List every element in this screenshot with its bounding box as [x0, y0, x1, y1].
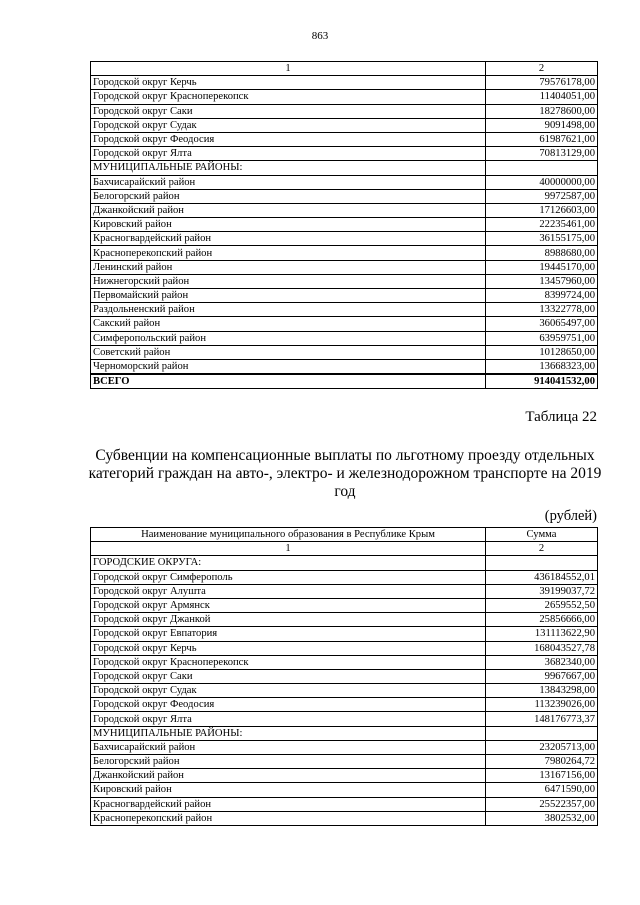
amount-value: 13167156,00 [486, 769, 598, 783]
amount-value: 436184552,01 [486, 570, 598, 584]
municipality-name: МУНИЦИПАЛЬНЫЕ РАЙОНЫ: [91, 161, 486, 175]
table-row [91, 232, 598, 246]
amount-value: 7980264,72 [486, 755, 598, 769]
column-number: 2 [486, 542, 598, 556]
amount-value: 79576178,00 [486, 76, 598, 90]
municipality-name: Городской округ Алушта [91, 584, 486, 598]
amount-value: 36155175,00 [486, 232, 598, 246]
municipality-name: Городской округ Судак [91, 118, 486, 132]
municipality-name: Черноморский район [91, 359, 486, 374]
table-row [91, 755, 598, 769]
municipality-name: Белогорский район [91, 189, 486, 203]
table-row [91, 570, 598, 584]
municipality-name: Джанкойский район [91, 203, 486, 217]
municipality-name: Городской округ Керчь [91, 641, 486, 655]
column-header-name: Наименование муниципального образования в Республике Крым [91, 528, 486, 542]
amount-value [486, 556, 598, 570]
amount-value: 3802532,00 [486, 811, 598, 825]
table-row [91, 811, 598, 825]
municipality-name: Городской округ Феодосия [91, 698, 486, 712]
amount-value: 6471590,00 [486, 783, 598, 797]
column-number-row [91, 62, 598, 76]
table-row [91, 189, 598, 203]
table-row [91, 90, 598, 104]
table-row [91, 769, 598, 783]
amount-value: 39199037,72 [486, 584, 598, 598]
table-row [91, 104, 598, 118]
municipality-name: Симферопольский район [91, 331, 486, 345]
municipality-name: МУНИЦИПАЛЬНЫЕ РАЙОНЫ: [91, 726, 486, 740]
transport-subvention-table [90, 527, 598, 826]
municipality-name: Городской округ Красноперекопск [91, 655, 486, 669]
amount-value [486, 726, 598, 740]
municipality-name: Городской округ Саки [91, 104, 486, 118]
amount-value: 8399724,00 [486, 289, 598, 303]
header-row [91, 528, 598, 542]
amount-value: 17126603,00 [486, 203, 598, 217]
amount-value: 25522357,00 [486, 797, 598, 811]
column-header-amount: Сумма [486, 528, 598, 542]
amount-value: 9967667,00 [486, 669, 598, 683]
amount-value: 63959751,00 [486, 331, 598, 345]
table-row [91, 556, 598, 570]
municipality-name: ГОРОДСКИЕ ОКРУГА: [91, 556, 486, 570]
column-number: 1 [91, 62, 486, 76]
table-row [91, 669, 598, 683]
municipality-name: Красногвардейский район [91, 797, 486, 811]
table-row [91, 359, 598, 374]
amount-value: 10128650,00 [486, 345, 598, 359]
column-number: 1 [91, 542, 486, 556]
amount-value: 148176773,37 [486, 712, 598, 726]
amount-value: 23205713,00 [486, 740, 598, 754]
table-row [91, 655, 598, 669]
municipality-name: Кировский район [91, 783, 486, 797]
table-label: Таблица 22 [525, 409, 597, 425]
municipality-name: Бахчисарайский район [91, 175, 486, 189]
table-row [91, 218, 598, 232]
table-row [91, 740, 598, 754]
municipality-name: Городской округ Евпатория [91, 627, 486, 641]
municipality-name: Городской округ Красноперекопск [91, 90, 486, 104]
municipality-name: Городской округ Джанкой [91, 613, 486, 627]
municipality-name: Раздольненский район [91, 303, 486, 317]
table-row [91, 641, 598, 655]
total-row [91, 374, 598, 389]
amount-value: 168043527,78 [486, 641, 598, 655]
table-row [91, 726, 598, 740]
table-row [91, 584, 598, 598]
table-row [91, 613, 598, 627]
table-row [91, 76, 598, 90]
municipality-name: Красногвардейский район [91, 232, 486, 246]
municipality-name: Красноперекопский район [91, 246, 486, 260]
amount-value [486, 161, 598, 175]
amount-value: 13843298,00 [486, 684, 598, 698]
amount-value: 13457960,00 [486, 274, 598, 288]
municipality-name: Городской округ Симферополь [91, 570, 486, 584]
total-label: ВСЕГО [91, 374, 486, 389]
table-row [91, 345, 598, 359]
table-row [91, 331, 598, 345]
table-row [91, 712, 598, 726]
amount-value: 8988680,00 [486, 246, 598, 260]
municipality-name: Городской округ Керчь [91, 76, 486, 90]
municipality-name: Белогорский район [91, 755, 486, 769]
table-title: Субвенции на компенсационные выплаты по льготному проезду отдельных категорий граждан на авто-, электро- и железнодорожном транспорте на 2019 год [88, 447, 602, 500]
amount-value: 25856666,00 [486, 613, 598, 627]
municipality-name: Советский район [91, 345, 486, 359]
table-row [91, 274, 598, 288]
table-row [91, 783, 598, 797]
amount-value: 131113622,90 [486, 627, 598, 641]
municipality-name: Джанкойский район [91, 769, 486, 783]
page-number: 863 [311, 30, 329, 42]
amount-value: 11404051,00 [486, 90, 598, 104]
amount-value: 9091498,00 [486, 118, 598, 132]
table-row [91, 260, 598, 274]
column-number: 2 [486, 62, 598, 76]
table-row [91, 175, 598, 189]
amount-value: 2659552,50 [486, 598, 598, 612]
municipality-name: Бахчисарайский район [91, 740, 486, 754]
municipality-name: Первомайский район [91, 289, 486, 303]
amount-value: 40000000,00 [486, 175, 598, 189]
total-amount: 914041532,00 [486, 374, 598, 389]
amount-value: 13668323,00 [486, 359, 598, 374]
table-row [91, 317, 598, 331]
municipality-name: Ленинский район [91, 260, 486, 274]
table-row [91, 627, 598, 641]
amount-value: 70813129,00 [486, 147, 598, 161]
amount-value: 22235461,00 [486, 218, 598, 232]
municipality-name: Нижнегорский район [91, 274, 486, 288]
units-label: (рублей) [544, 508, 597, 524]
amount-value: 18278600,00 [486, 104, 598, 118]
table-row [91, 246, 598, 260]
table-row [91, 147, 598, 161]
table-row [91, 598, 598, 612]
subsidy-table-continued [90, 61, 598, 389]
municipality-name: Городской округ Армянск [91, 598, 486, 612]
municipality-name: Городской округ Судак [91, 684, 486, 698]
table-row [91, 203, 598, 217]
municipality-name: Городской округ Ялта [91, 712, 486, 726]
municipality-name: Кировский район [91, 218, 486, 232]
municipality-name: Сакский район [91, 317, 486, 331]
table-row [91, 303, 598, 317]
table-row [91, 118, 598, 132]
table-row [91, 132, 598, 146]
table-row [91, 684, 598, 698]
column-number-row [91, 542, 598, 556]
municipality-name: Городской округ Феодосия [91, 132, 486, 146]
amount-value: 19445170,00 [486, 260, 598, 274]
table-row [91, 161, 598, 175]
amount-value: 3682340,00 [486, 655, 598, 669]
table-row [91, 797, 598, 811]
municipality-name: Городской округ Саки [91, 669, 486, 683]
table-row [91, 698, 598, 712]
amount-value: 9972587,00 [486, 189, 598, 203]
amount-value: 113239026,00 [486, 698, 598, 712]
amount-value: 36065497,00 [486, 317, 598, 331]
table-row [91, 289, 598, 303]
municipality-name: Красноперекопский район [91, 811, 486, 825]
municipality-name: Городской округ Ялта [91, 147, 486, 161]
amount-value: 13322778,00 [486, 303, 598, 317]
amount-value: 61987621,00 [486, 132, 598, 146]
